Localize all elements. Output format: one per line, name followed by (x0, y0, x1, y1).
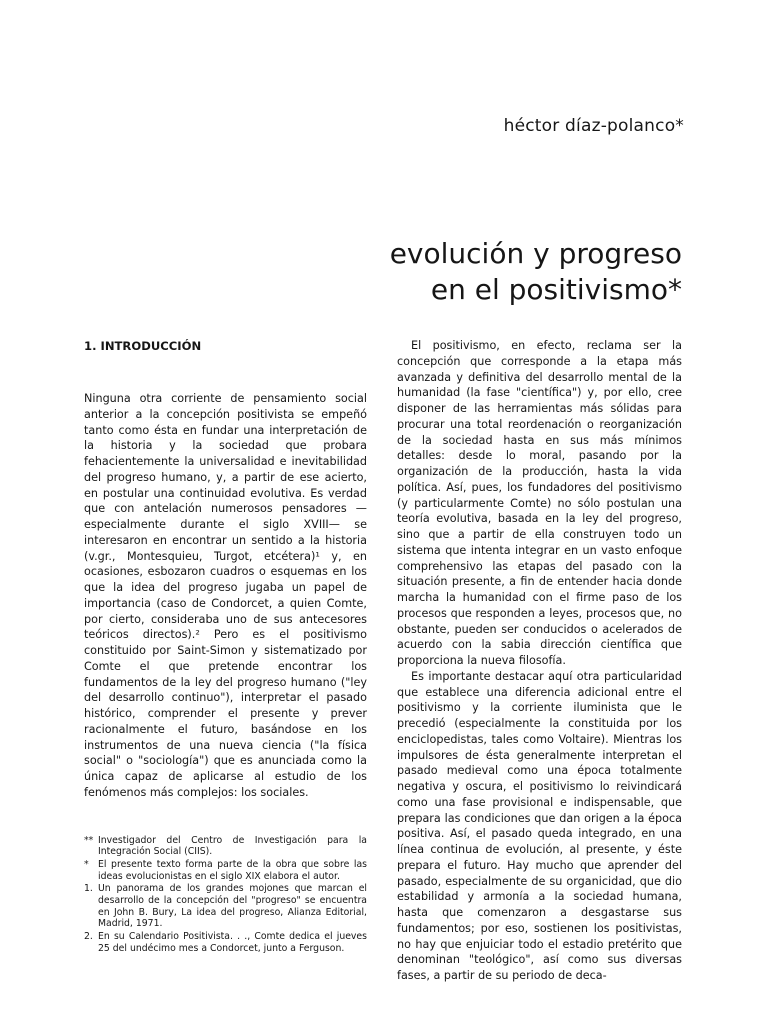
footnote-text: En su Calendario Positivista. . ., Comte dedica el jueves 25 del undécimo mes a Condorcet, junto a Ferguson. (98, 931, 367, 954)
intro-paragraph: Ninguna otra corriente de pensamiento social anterior a la concepción positivista se empeñó tanto como ésta en fundar una interpretación de la historia y la sociedad que probara fehacientemente la universalidad e inevitabilidad del progreso humano, y, a partir de ese acierto, en postular una continuidad evolutiva. Es verdad que con antelación numerosos pensadores —especialmente durante el siglo XVIII— se interesaron en encontrar un sentido a la historia (v.gr., Montesquieu, Turgot, etcétera)¹ y, en ocasiones, esbozaron cuadros o esquemas en los que la idea del progreso jugaba un papel de importancia (caso de Condorcet, a quien Comte, por cierto, consideraba uno de sus antecesores teóricos directos).² Pero es el positivismo constituido por Saint-Simon y sistematizado por Comte el que pretende encontrar los fundamentos de la ley del progreso humano ("ley del desarrollo continuo"), interpretar el pasado histórico, comprender el presente y prever racionalmente el futuro, basándose en los instrumentos de una nueva ciencia ("la física social" o "sociología") que es anunciada como la única capaz de aplicarse al estudio de los fenómenos más complejos: los sociales. (84, 392, 367, 799)
footnote-text: Un panorama de los grandes mojones que marcan el desarrollo de la concepción del "progreso" se encuentra en John B. Bury, La idea del progreso, Alianza Editorial, Madrid, 1971. (98, 883, 367, 930)
footnotes (84, 835, 367, 955)
footnote-text: Investigador del Centro de Investigación para la Integración Social (CIIS). (98, 834, 367, 858)
title-line-2: en el positivismo* (430, 273, 682, 306)
footnote (84, 883, 367, 930)
footnote-text: El presente texto forma parte de la obra que sobre las ideas evolucionistas en el siglo XIX elabora el autor. (98, 858, 367, 882)
footnote (84, 931, 367, 954)
article-title (390, 236, 682, 308)
footnote-mark: ** (84, 834, 94, 846)
footnote (84, 859, 367, 882)
title-line-1: evolución y progreso (389, 237, 682, 270)
body-paragraph: Es importante destacar aquí otra particularidad que establece una diferencia adicional entre el positivismo y la corriente iluminista que le precedió (especialmente la constituida por los enciclopedistas, tales como Voltaire). Mientras los impulsores de ésta generalmente interpretan el pasado medieval como una época totalmente negativa y oscura, el positivismo lo reivindicará como una fase provisional e indispensable, que prepara las condiciones que dan origen a la época positiva. Así, el pasado queda integrado, en una línea continua de evolución, al presente, y éste prepara el futuro. Hay mucho que aprender del pasado, especialmente de su organicidad, que dio estabilidad y armonía a la sociedad humana, hasta que comenzaron a desgastarse sus fundamentos; por eso, sostienen los positivistas, no hay que enjuiciar todo el estadio pretérito que denominan "teológico", así como sus diversas fases, a partir de su periodo de deca- (397, 669, 682, 982)
author-name: héctor díaz-polanco* (503, 116, 684, 136)
left-column (84, 338, 367, 956)
right-column (397, 338, 682, 984)
footnote (84, 835, 367, 858)
footnote-mark: 2. (84, 931, 93, 943)
footnote-mark: * (84, 858, 89, 870)
section-heading: 1. INTRODUCCIÓN (84, 339, 202, 353)
body-paragraph: El positivismo, en efecto, reclama ser la concepción que corresponde a la etapa más avanzada y definitiva del desarrollo mental de la humanidad (la fase "científica") y, por ello, cree disponer de las herramientas más sólidas para procurar una total reordenación o reorganización de la sociedad hasta en sus más mínimos detalles: desde lo moral, pasando por la organización de la producción, hasta la vida política. Así, pues, los fundadores del positivismo (y particularmente Comte) no sólo postulan una teoría evolutiva, basada en la ley del progreso, sino que a partir de ella construyen todo un sistema que intenta integrar en un vasto enfoque comprehensivo las etapas del pasado con la situación presente, a fin de entender hacia donde marcha la humanidad con el firme paso de los procesos que responden a leyes, procesos que, no obstante, pueden ser conducidos o acelerados de acuerdo con la sabia dirección científica que proporciona la nueva filosofía. (397, 339, 682, 667)
footnote-mark: 1. (84, 883, 93, 895)
